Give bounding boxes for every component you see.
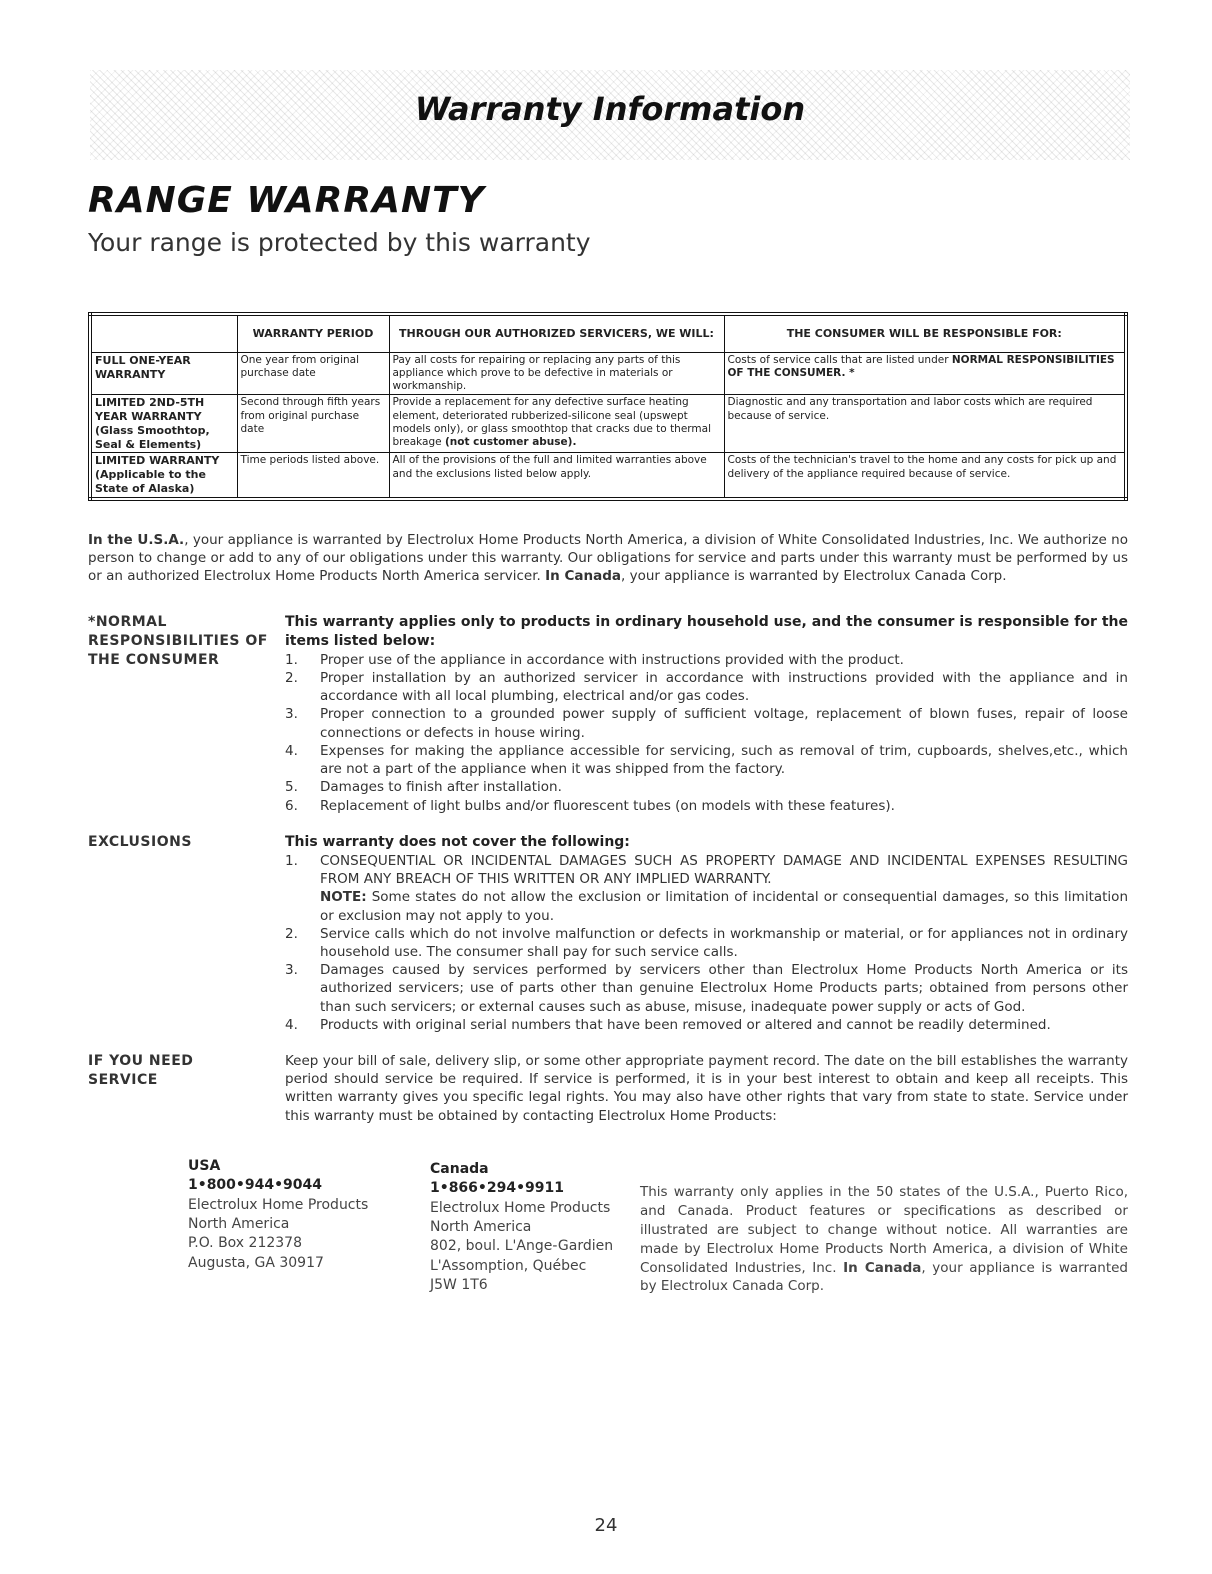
address-line: 802, boul. L'Ange-Gardien	[430, 1238, 614, 1255]
disclaimer-text: This warranty only applies in the 50 states of the U.S.A., Puerto Rico, and Canada. Product features or specifications as described or illustrated are subject to change without notice. All warranties are made by Electrolux Home Products North America, a division of White Consolidated Industries, Inc.	[640, 1184, 1128, 1276]
normal-label: *NORMAL RESPONSIBILITIES OF THE CONSUMER	[88, 614, 268, 668]
address-line: Electrolux Home Products	[188, 1196, 369, 1213]
address-line: P.O. Box 212378	[188, 1235, 302, 1252]
exclusions-section	[285, 833, 1128, 1034]
table-header-cell: THE CONSUMER WILL BE RESPONSIBLE FOR:	[724, 314, 1126, 353]
canada-phone: 1•866•294•9911	[430, 1180, 564, 1197]
service-label: IF YOU NEED SERVICE	[88, 1053, 194, 1088]
list-item: 3. Damages caused by services performed by servicers other than Electrolux Home Products North America or its authorized servicers; use of parts other than genuine Electrolux Home Products parts; obtained from persons other than such servicers; or external causes such as abuse, misuse, inadequate power supply or acts of God.	[285, 962, 1128, 1015]
table-row	[90, 453, 1126, 499]
exclusion-item-1: CONSEQUENTIAL OR INCIDENTAL DAMAGES SUCH AS PROPERTY DAMAGE AND INCIDENTAL EXPENSES RESULTING FROM ANY BREACH OF THIS WRITTEN OR ANY IMPLIED WARRANTY.	[320, 852, 1128, 888]
row-we-will	[389, 395, 724, 453]
header-banner	[90, 70, 1130, 160]
address-line: J5W 1T6	[430, 1276, 488, 1293]
address-line: Augusta, GA 30917	[188, 1254, 324, 1271]
normal-section	[285, 613, 1128, 815]
row-period: Second through fifth years from original purchase date	[237, 395, 389, 453]
canada-text: , your appliance is warranted by Electrolux Canada Corp.	[621, 568, 1007, 585]
row-consumer: Diagnostic and any transportation and labor costs which are required because of service.	[724, 395, 1126, 453]
list-item: 4. Products with original serial numbers that have been removed or altered and cannot be readily determined.	[285, 1016, 1051, 1033]
list-item: 1. CONSEQUENTIAL OR INCIDENTAL DAMAGES SUCH AS PROPERTY DAMAGE AND INCIDENTAL EXPENSES RESULTING FROM ANY BREACH OF THIS WRITTEN OR ANY IMPLIED WARRANTY. NOTE: Some states do not allow the exclusion or limitation of incidental or consequential damages, so this limitation or exclusion may not apply to you.	[285, 852, 1128, 924]
table-header-cell	[90, 314, 237, 353]
banner-title: Warranty Information	[414, 90, 806, 128]
list-item: 3. Proper connection to a grounded power supply of sufficient voltage, replacement of blown fuses, repair of loose connections or defects in house wiring.	[285, 706, 1128, 741]
we-will-bold: (not customer abuse).	[444, 435, 577, 448]
warranty-table	[88, 312, 1128, 501]
note-label: NOTE:	[320, 889, 367, 906]
table-header-cell: THROUGH OUR AUTHORIZED SERVICERS, WE WILL:	[389, 314, 724, 353]
usa-text: , your appliance is warranted by Electrolux Home Products North America, a division of White Consolidated Industries, Inc. We authorize no person to change or add to any of our obligations under this warranty. Our obligations for service and parts under this warranty must be performed by us or an authorized Electrolux Home Products North America servicer.	[88, 532, 1128, 585]
disclaimer	[640, 1183, 1128, 1296]
list-item: 1. Proper use of the appliance in accordance with instructions provided with the product.	[285, 651, 904, 668]
exclusions-label: EXCLUSIONS	[88, 834, 192, 850]
consumer-bold: NORMAL RESPONSIBILITIES OF THE CONSUMER. *	[727, 354, 1115, 380]
list-item: 2. Proper installation by an authorized servicer in accordance with instructions provided with the appliance and in accordance with all local plumbing, electrical and/or gas codes.	[285, 670, 1128, 705]
page-subtitle: Your range is protected by this warranty	[88, 228, 591, 257]
canada-heading: Canada	[430, 1161, 489, 1177]
page-number: 24	[594, 1515, 618, 1536]
list-item: 5. Damages to finish after installation.	[285, 779, 562, 796]
normal-heading: This warranty applies only to products in ordinary household use, and the consumer is responsible for the items listed below:	[285, 614, 1128, 649]
canada-label: In Canada	[545, 568, 621, 585]
row-period: Time periods listed above.	[237, 453, 389, 499]
table-row	[90, 395, 1126, 453]
table-header-row	[90, 314, 1126, 353]
address-line: North America	[188, 1215, 290, 1232]
address-line: L'Assomption, Québec	[430, 1257, 587, 1274]
disclaimer-text-end: , your appliance is warranted by Electrolux Canada Corp.	[640, 1259, 1128, 1295]
row-label: FULL ONE-YEAR WARRANTY	[90, 353, 237, 395]
address-line: Electrolux Home Products	[430, 1199, 611, 1216]
row-we-will: Pay all costs for repairing or replacing any parts of this appliance which prove to be defective in materials or workmanship.	[389, 353, 724, 395]
row-label: LIMITED 2ND-5TH YEAR WARRANTY (Glass Smoothtop, Seal & Elements)	[90, 395, 237, 453]
list-item: 6. Replacement of light bulbs and/or fluorescent tubes (on models with these features).	[285, 797, 895, 814]
row-we-will: All of the provisions of the full and limited warranties above and the exclusions listed below apply.	[389, 453, 724, 499]
canada-contact	[430, 1160, 613, 1295]
usa-heading: USA	[188, 1158, 221, 1174]
row-period: One year from original purchase date	[237, 353, 389, 395]
we-will-text: Provide a replacement for any defective surface heating element, deteriorated rubberized-silicone seal (upswept models only), or glass smoothtop that cracks due to thermal breakage	[392, 396, 712, 448]
page-title: RANGE WARRANTY	[88, 180, 485, 221]
list-item: 2. Service calls which do not involve malfunction or defects in workmanship or material, or for appliances not in ordinary household use. The consumer shall pay for such service calls.	[285, 925, 1128, 960]
usa-phone: 1•800•944•9044	[188, 1177, 322, 1194]
row-label: LIMITED WARRANTY (Applicable to the State of Alaska)	[90, 453, 237, 499]
row-consumer: Costs of the technician's travel to the home and any costs for pick up and delivery of the appliance required because of service.	[724, 453, 1126, 499]
consumer-text: Costs of service calls that are listed under	[727, 354, 952, 366]
note-text: Some states do not allow the exclusion or limitation of incidental or consequential damages, so this limitation or exclusion may not apply to you.	[320, 889, 1128, 924]
disclaimer-canada-label: In Canada	[843, 1259, 922, 1276]
exclusions-heading: This warranty does not cover the following:	[285, 834, 630, 850]
intro-paragraph	[88, 531, 1128, 586]
usa-label: In the U.S.A.	[88, 532, 185, 548]
list-item: 4. Expenses for making the appliance accessible for servicing, such as removal of trim, cupboards, shelves,etc., which are not a part of the appliance when it was shipped from the factory.	[285, 742, 1128, 778]
table-row	[90, 353, 1126, 395]
usa-contact	[188, 1157, 368, 1273]
service-text: Keep your bill of sale, delivery slip, or some other appropriate payment record. The date on the bill establishes the warranty period should service be required. If service is performed, it is in your best interest to obtain and keep all receipts. This written warranty gives you specific legal rights. You may also have other rights that vary from state to state. Service under this warranty must be obtained by contacting Electrolux Home Products:	[285, 1053, 1128, 1124]
row-consumer	[724, 353, 1126, 395]
table-header-cell: WARRANTY PERIOD	[237, 314, 389, 353]
address-line: North America	[430, 1218, 532, 1235]
